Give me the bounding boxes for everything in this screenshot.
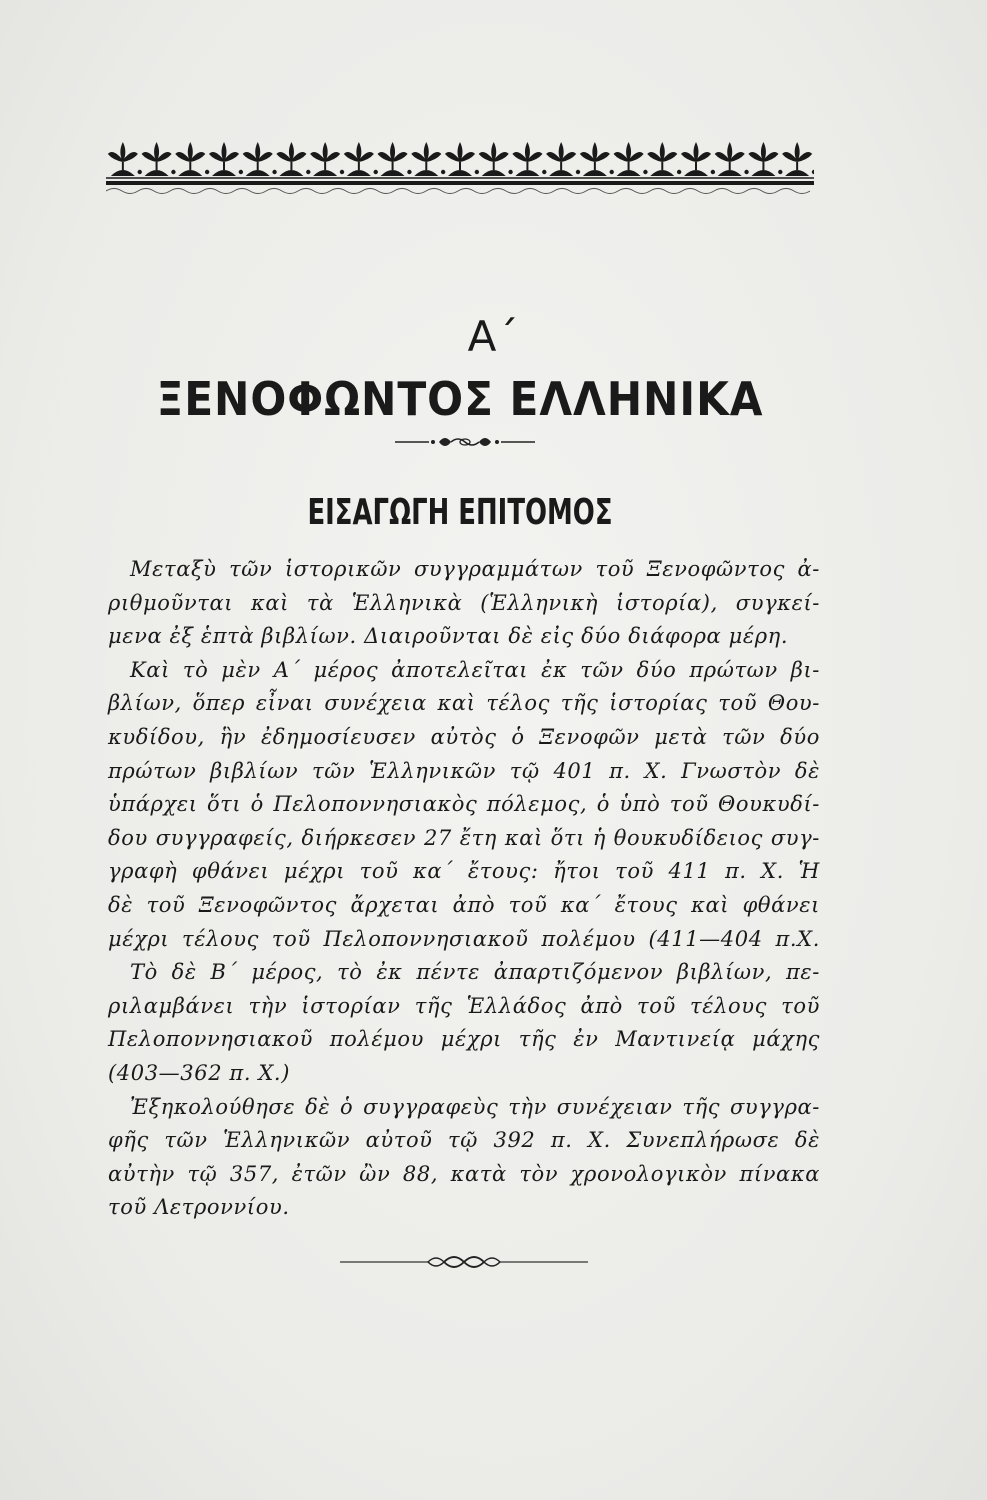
fleuron-icon <box>782 142 814 176</box>
fleuron-icon <box>748 142 782 176</box>
fleuron-icon <box>142 142 176 176</box>
fleuron-icon <box>209 142 243 176</box>
fleuron-icon <box>647 142 681 176</box>
fleuron-border-ornament <box>106 138 814 182</box>
chapter-number: Α΄ <box>467 312 520 361</box>
text-line: βλίων, ὅπερ εἶναι συνέχεια καὶ τέλος τῆς ἱστορίας τοῦ Θου- <box>108 691 820 716</box>
text-line: ριθμοῦνται καὶ τὰ Ἑλληνικὰ (Ἑλληνικὴ ἱστορία), συγκεί- <box>108 590 820 615</box>
section-heading: ΕΙΣΑΓΩΓΗ ΕΠΙΤΟΜΟΣ <box>307 492 613 533</box>
fleuron-icon <box>411 142 445 176</box>
fleuron-icon <box>310 142 344 176</box>
fleuron-icon <box>276 142 310 176</box>
text-line: πρώτων βιβλίων τῶν Ἑλληνικῶν τῷ 401 π. Χ. Γνωστὸν δὲ <box>108 758 820 783</box>
fleuron-icon <box>108 142 142 176</box>
text-line: τοῦ Λετροννίου. <box>108 1195 290 1220</box>
thick-rule-divider <box>106 181 814 185</box>
fleuron-icon <box>614 142 648 176</box>
text-line: Καὶ τὸ μὲν Α΄ μέρος ἀποτελεῖται ἐκ τῶν δύο πρώτων βι- <box>130 657 820 682</box>
text-line: αὐτὴν τῷ 357, ἐτῶν ὢν 88, κατὰ τὸν χρονολογικὸν πίνακα <box>108 1161 820 1186</box>
text-line: δου συγγραφείς, διήρκεσεν 27 ἔτη καὶ ὅτι ἡ θουκυδίδειος συγ- <box>108 825 820 850</box>
text-line: ριλαμβάνει τὴν ἱστορίαν τῆς Ἑλλάδος ἀπὸ τοῦ τέλους τοῦ <box>108 993 820 1018</box>
fleuron-icon <box>546 142 580 176</box>
title-flourish-ornament <box>395 432 535 452</box>
text-line: Πελοποννησιακοῦ πολέμου μέχρι τῆς ἐν Μαντινείᾳ μάχης <box>108 1027 820 1052</box>
fleuron-icon <box>512 142 546 176</box>
fleuron-icon <box>479 142 513 176</box>
end-tailpiece-ornament <box>340 1250 588 1274</box>
page-title: ΞΕΝΟΦΩΝΤΟΣ ΕΛΛΗΝΙΚΑ <box>156 372 764 426</box>
fleuron-icon <box>344 142 378 176</box>
text-line: μενα ἐξ ἑπτὰ βιβλίων. Διαιροῦνται δὲ εἰς δύο διάφορα μέρη. <box>108 624 789 649</box>
text-line: Μεταξὺ τῶν ἱστορικῶν συγγραμμάτων τοῦ Ξενοφῶντος ἀ- <box>130 557 820 581</box>
fleuron-icon <box>681 142 715 176</box>
fleuron-icon <box>243 142 277 176</box>
text-line: Τὸ δὲ Β΄ μέρος, τὸ ἐκ πέντε ἀπαρτιζόμενον βιβλίων, πε- <box>130 960 820 985</box>
text-line: γραφὴ φθάνει μέχρι τοῦ κα΄ ἔτους: ἤτοι τοῦ 411 π. Χ. Ἡ <box>108 859 820 884</box>
fleuron-icon <box>715 142 749 176</box>
text-line: φῆς τῶν Ἑλληνικῶν αὐτοῦ τῷ 392 π. Χ. Συνεπλήρωσε δὲ <box>108 1128 820 1153</box>
fleuron-icon <box>445 142 479 176</box>
text-line: δὲ τοῦ Ξενοφῶντος ἄρχεται ἀπὸ τοῦ κα΄ ἔτους καὶ φθάνει <box>108 893 820 917</box>
text-line: κυδίδου, ἣν ἐδημοσίευσεν αὐτὸς ὁ Ξενοφῶν μετὰ τῶν δύο <box>108 725 820 749</box>
text-line: μέχρι τέλους τοῦ Πελοποννησιακοῦ πολέμου (411—404 π.Χ. <box>108 926 820 951</box>
wavy-rule-divider <box>106 186 814 196</box>
text-line: Ἐξηκολούθησε δὲ ὁ συγγραφεὺς τὴν συνέχειαν τῆς συγγρα- <box>130 1094 820 1119</box>
fleuron-icon <box>175 142 209 176</box>
fleuron-icon <box>580 142 614 176</box>
fleuron-icon <box>378 142 412 176</box>
text-line: ὑπάρχει ὅτι ὁ Πελοποννησιακὸς πόλεμος, ὁ ὑπὸ τοῦ Θουκυδί- <box>108 792 820 817</box>
text-line: (403—362 π. Χ.) <box>108 1061 291 1085</box>
